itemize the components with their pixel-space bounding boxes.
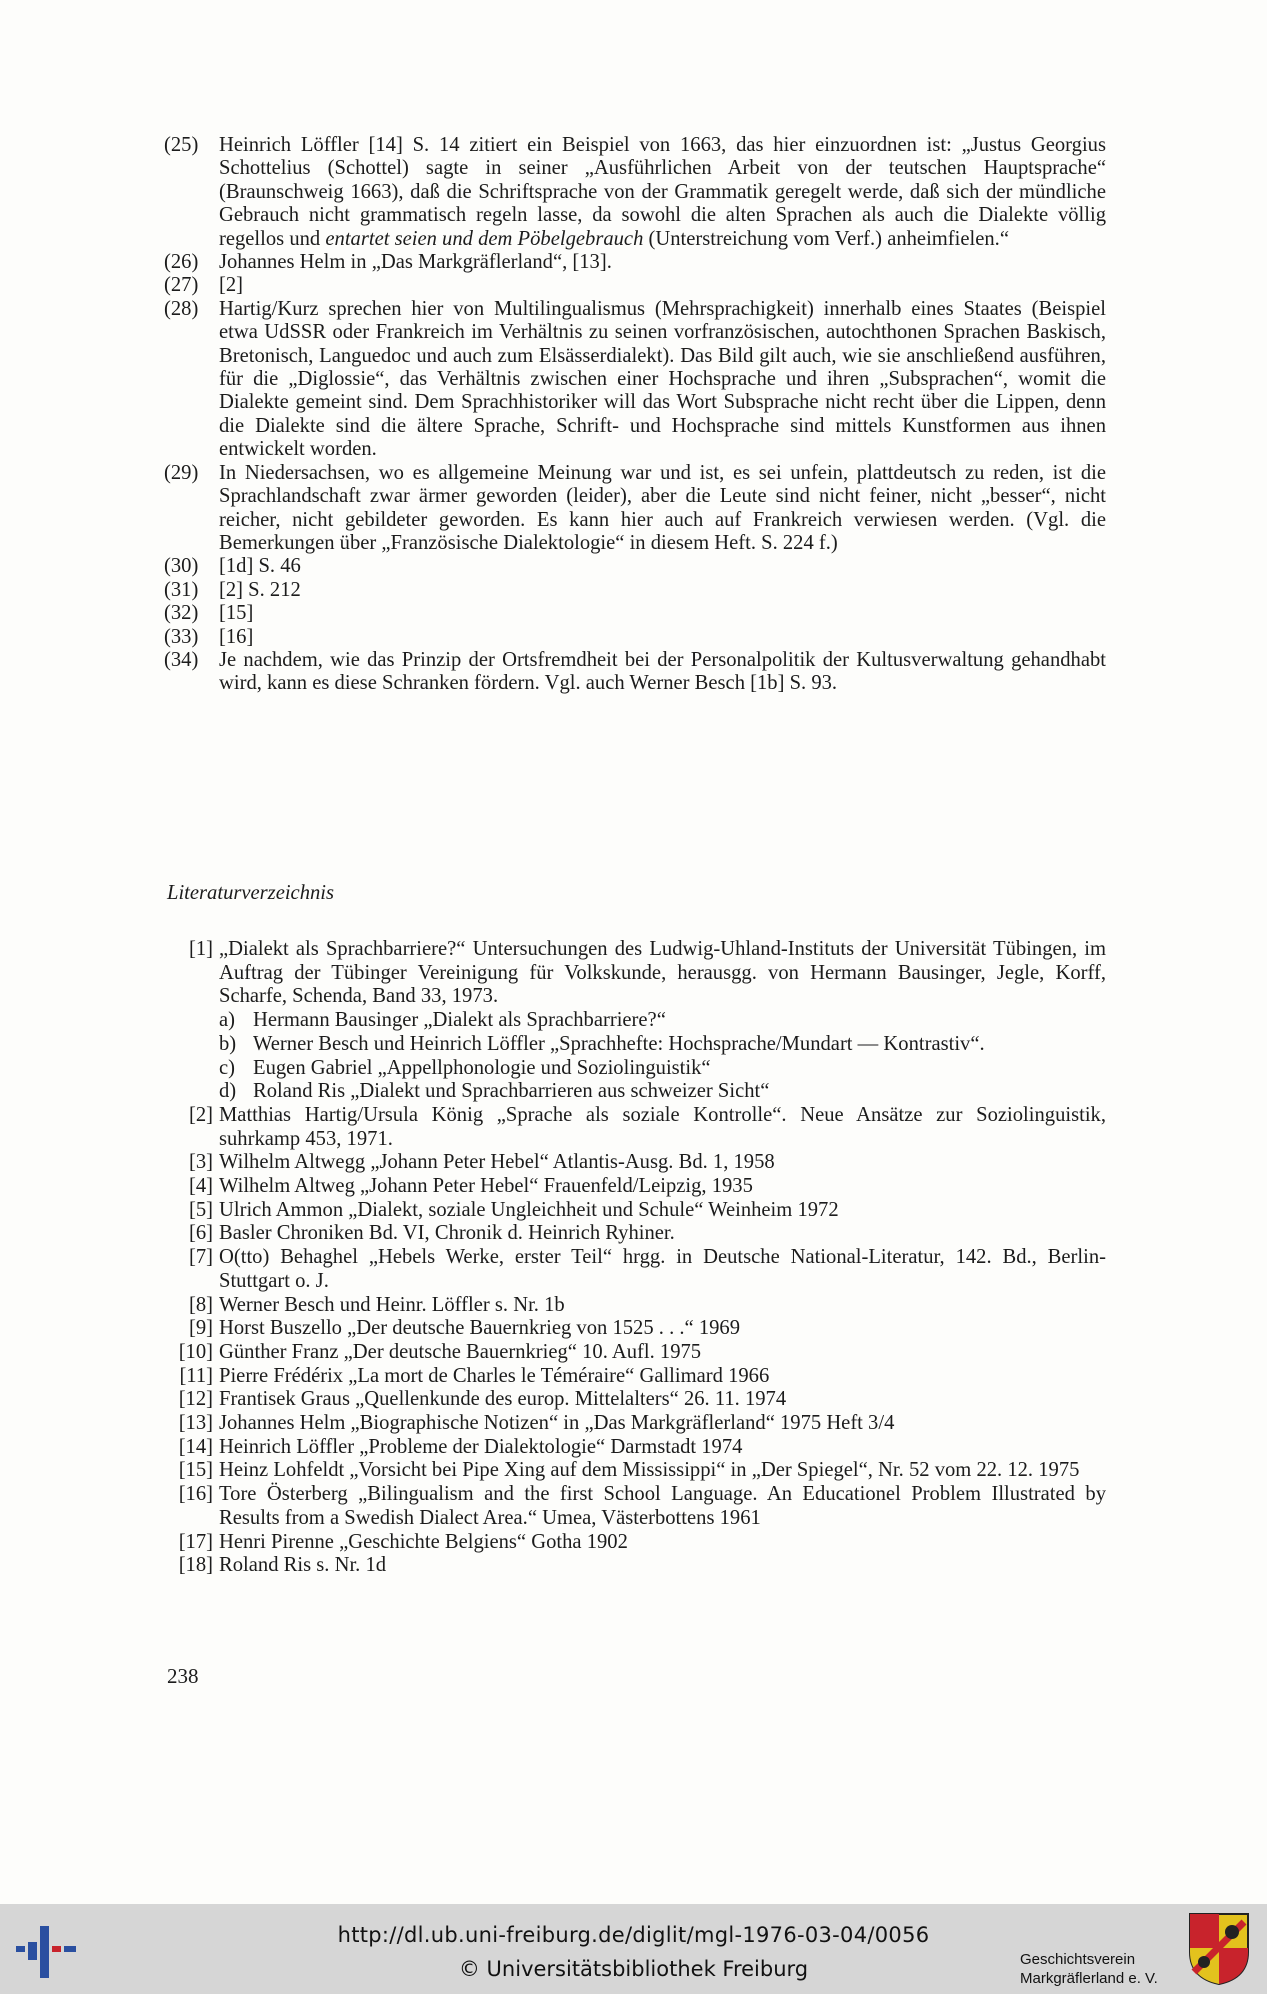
emphasized-text: entartet seien und dem Pöbelgebrauch: [325, 227, 644, 250]
subitem-label: d): [219, 1080, 237, 1103]
reference-subitem: [164, 1080, 1106, 1104]
reference-item: [164, 1175, 1106, 1199]
subitem-text: Hermann Bausinger „Dialekt als Sprachbarriere?“: [253, 1009, 666, 1032]
reference-text: Ulrich Ammon „Dialekt, soziale Ungleichheit und Schule“ Weinheim 1972: [219, 1198, 839, 1221]
endnote-text: Hartig/Kurz sprechen hier von Multilingualismus (Mehrsprachigkeit) innerhalb eines Staates (Beispiel etwa UdSSR oder Frankreich im Verhältnis zu seinen vorfranzösischen, autochthonen Sprachen Baskisch, Bretonisch, Languedoc und auch zum Elsässerdialekt). Das Bild gilt auch, wie sie anschließend ausführen, für die „Diglossie“, das Verhältnis zwischen einer Hochsprache und ihren „Subsprachen“, womit die Dialekte gemeint sind. Dem Sprachhistoriker will das Wort Subsprache nicht recht über die Lippen, denn die Dialekte sind die ältere Sprache, Schrift- und Hochsprache sind mittels Kunstformen aus ihnen entwickelt worden.: [219, 297, 1106, 461]
endnote: [164, 649, 1106, 696]
endnote-text: [16]: [219, 625, 254, 648]
reference-number: [16]: [178, 1483, 213, 1506]
reference-text: Heinrich Löffler „Probleme der Dialektologie“ Darmstadt 1974: [219, 1435, 743, 1458]
reference-number: [7]: [188, 1246, 213, 1269]
endnote-text: In Niedersachsen, wo es allgemeine Meinung war und ist, es sei unfein, plattdeutsch zu reden, ist die Sprachlandschaft zwar ärmer geworden (leider), aber die Leute sind nicht feiner, nicht „besser“, nicht reicher, nicht gebildeter geworden. Es kann hier auch auf Frankreich verwiesen werden. (Vgl. die Bemerkungen über „Französische Dialektologie“ in diesem Heft. S. 224 f.): [219, 461, 1106, 554]
viewer-footer: [0, 1904, 1267, 1994]
endnote-text: [1d] S. 46: [219, 555, 301, 578]
reference-subitem: [164, 1057, 1106, 1081]
reference-item: [164, 1199, 1106, 1223]
endnote: [164, 579, 1106, 602]
society-name-line1: Geschichtsverein: [1020, 1951, 1136, 1968]
endnote: [164, 602, 1106, 625]
reference-number: [4]: [188, 1175, 213, 1198]
endnote: [164, 134, 1106, 251]
reference-subitem: [164, 1009, 1106, 1033]
endnote-number: (33): [164, 625, 199, 648]
reference-text: Matthias Hartig/Ursula König „Sprache als soziale Kontrolle“. Neue Ansätze zur Soziolinguistik, suhrkamp 453, 1971.: [219, 1103, 1106, 1150]
reference-number: [12]: [178, 1388, 213, 1411]
reference-number: [5]: [188, 1198, 213, 1221]
reference-text: Frantisek Graus „Quellenkunde des europ. Mittelalters“ 26. 11. 1974: [219, 1388, 787, 1411]
endnote-number: (29): [164, 461, 199, 484]
endnote-number: (25): [164, 134, 199, 156]
reference-item: [164, 1365, 1106, 1389]
endnote-text: Je nachdem, wie das Prinzip der Ortsfremdheit bei der Personalpolitik der Kultusverwaltung gehandhabt wird, kann es diese Schranken fördern. Vgl. auch Werner Besch [1b] S. 93.: [219, 648, 1106, 695]
endnote-number: (30): [164, 555, 199, 578]
endnote-number: (27): [164, 274, 199, 297]
document-url-link[interactable]: http://dl.ub.uni-freiburg.de/diglit/mgl-1976-03-04/0056: [337, 1923, 930, 1947]
subitem-text: Werner Besch und Heinrich Löffler „Sprachhefte: Hochsprache/Mundart — Kontrastiv“.: [253, 1032, 985, 1055]
reference-item: [164, 1222, 1106, 1246]
endnote: [164, 555, 1106, 578]
reference-number: [1]: [188, 938, 213, 960]
reference-number: [14]: [178, 1435, 213, 1458]
reference-item: [164, 1104, 1106, 1151]
reference-text: Wilhelm Altweg „Johann Peter Hebel“ Frauenfeld/Leipzig, 1935: [219, 1175, 753, 1198]
endnote-text: Johannes Helm in „Das Markgräflerland“, [13].: [219, 251, 612, 274]
endnote: [164, 626, 1106, 649]
endnote-number: (32): [164, 602, 199, 625]
reference-number: [15]: [178, 1459, 213, 1482]
reference-text: Henri Pirenne „Geschichte Belgiens“ Gotha 1902: [219, 1530, 628, 1553]
reference-item: [164, 938, 1106, 1009]
reference-text: Pierre Frédérix „La mort de Charles le Téméraire“ Gallimard 1966: [219, 1364, 770, 1387]
endnote-number: (34): [164, 648, 199, 671]
reference-item: [164, 1436, 1106, 1460]
endnotes: [164, 134, 1106, 696]
endnote: [164, 462, 1106, 556]
reference-number: [11]: [179, 1364, 213, 1387]
reference-item: [164, 1554, 1106, 1578]
endnote-text: [2]: [219, 274, 244, 297]
endnote-text: [15]: [219, 602, 254, 625]
literature-heading: Literaturverzeichnis: [167, 882, 335, 904]
endnote: [164, 274, 1106, 297]
reference-number: [13]: [178, 1412, 213, 1435]
reference-text: Tore Österberg „Bilingualism and the first School Language. An Educationel Problem Illustrated by Results from a Swedish Dialect Area.“ Umea, Västerbottens 1961: [219, 1483, 1106, 1529]
reference-text: „Dialekt als Sprachbarriere?“ Untersuchungen des Ludwig-Uhland-Instituts der Universität Tübingen, im Auftrag der Tübinger Vereinigung für Volkskunde, herausgg. von Hermann Bausinger, Jegle, Korff, Scharfe, Schenda, Band 33, 1973.: [219, 938, 1106, 1008]
coat-of-arms-icon: [1188, 1912, 1250, 1986]
subitem-label: b): [219, 1032, 237, 1055]
endnote-number: (28): [164, 297, 199, 320]
reference-text: Horst Buszello „Der deutsche Bauernkrieg von 1525 . . .“ 1969: [219, 1317, 741, 1340]
endnote: [164, 251, 1106, 274]
reference-subitem: [164, 1033, 1106, 1057]
reference-text: Basler Chroniken Bd. VI, Chronik d. Heinrich Ryhiner.: [219, 1222, 675, 1245]
subitem-label: a): [219, 1009, 235, 1032]
endnote: [164, 298, 1106, 462]
reference-item: [164, 1459, 1106, 1483]
reference-item: [164, 1412, 1106, 1436]
reference-item: [164, 1388, 1106, 1412]
reference-text: Werner Besch und Heinr. Löffler s. Nr. 1b: [219, 1293, 565, 1316]
copyright: © Universitätsbibliothek Freiburg: [458, 1957, 809, 1981]
reference-text: O(tto) Behaghel „Hebels Werke, erster Teil“ hrgg. in Deutsche National-Literatur, 142. Bd., Berlin-Stuttgart o. J.: [219, 1246, 1106, 1292]
reference-list: [164, 938, 1106, 1578]
reference-item: [164, 1246, 1106, 1293]
society-name: [1020, 1950, 1158, 1988]
reference-number: [9]: [188, 1317, 213, 1340]
reference-number: [2]: [188, 1103, 213, 1126]
subitem-label: c): [219, 1056, 235, 1079]
endnote-number: (31): [164, 578, 199, 601]
document-url[interactable]: [0, 1923, 1267, 1947]
reference-text: Wilhelm Altwegg „Johann Peter Hebel“ Atlantis-Ausg. Bd. 1, 1958: [219, 1151, 775, 1174]
reference-item: [164, 1341, 1106, 1365]
reference-number: [17]: [178, 1530, 213, 1553]
reference-text: Heinz Lohfeldt „Vorsicht bei Pipe Xing auf dem Mississippi“ in „Der Spiegel“, Nr. 52 vom 22. 12. 1975: [219, 1459, 1080, 1482]
reference-text: Johannes Helm „Biographische Notizen“ in „Das Markgräflerland“ 1975 Heft 3/4: [219, 1412, 895, 1435]
subitem-text: Roland Ris „Dialekt und Sprachbarrieren aus schweizer Sicht“: [253, 1080, 770, 1103]
subitem-text: Eugen Gabriel „Appellphonologie und Soziolinguistik“: [253, 1056, 711, 1079]
endnote-number: (26): [164, 251, 199, 274]
endnote-text: Heinrich Löffler [14] S. 14 zitiert ein Beispiel von 1663, das hier einzuordnen ist: „Justus Georgius Schottelius (Schottel) sagte in seiner „Ausführlichen Arbeit von der teutschen Hauptsprache“ (Braunschweig 1663), daß die Schriftsprache von der Grammatik geregelt werde, daß sich der mündliche Gebrauch nicht grammatisch regeln lasse, da sowohl die alten Sprachen als auch die Dialekte völlig regellos und entartet seien und dem Pöbelgebrauch (Unterstreichung vom Verf.) anheimfielen.“: [219, 134, 1106, 250]
endnote-text: [2] S. 212: [219, 578, 301, 601]
reference-number: [10]: [178, 1340, 213, 1363]
reference-text: Günther Franz „Der deutsche Bauernkrieg“ 10. Aufl. 1975: [219, 1340, 702, 1363]
society-name-line2: Markgräflerland e. V.: [1020, 1970, 1158, 1987]
reference-item: [164, 1317, 1106, 1341]
reference-item: [164, 1294, 1106, 1318]
reference-number: [6]: [188, 1222, 213, 1245]
reference-item: [164, 1483, 1106, 1530]
page-number: 238: [167, 1664, 199, 1688]
reference-number: [3]: [188, 1151, 213, 1174]
reference-number: [8]: [188, 1293, 213, 1316]
reference-text: Roland Ris s. Nr. 1d: [219, 1554, 387, 1577]
reference-item: [164, 1151, 1106, 1175]
reference-number: [18]: [178, 1554, 213, 1577]
reference-item: [164, 1531, 1106, 1555]
